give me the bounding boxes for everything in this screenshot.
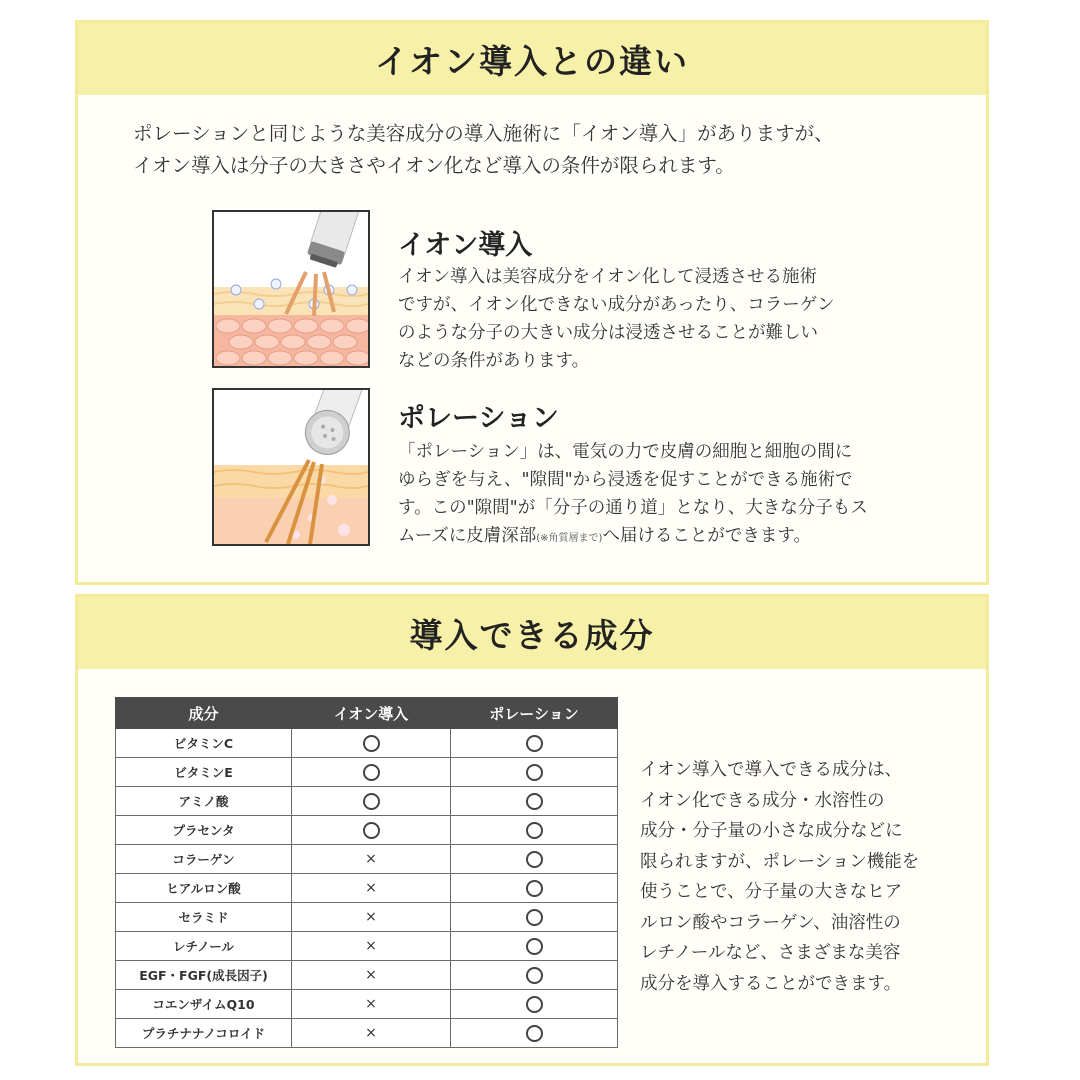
intro-line: ポレーションと同じような美容成分の導入施術に「イオン導入」がありますが、 — [133, 122, 834, 145]
ingredient-name: レチノール — [116, 932, 292, 961]
circle-mark-icon — [526, 996, 543, 1013]
ingredient-name: プラセンタ — [116, 816, 292, 845]
header-ion: イオン導入 — [292, 698, 451, 729]
text-line: イオン導入で導入できる成分は、 — [640, 760, 902, 780]
poration-device-illustration — [212, 388, 370, 546]
circle-mark-icon — [526, 822, 543, 839]
circle-mark-icon — [526, 793, 543, 810]
circle-mark-icon — [526, 938, 543, 955]
ingredient-comparison-table — [115, 697, 618, 1048]
ingredient-name: ビタミンC — [116, 729, 292, 758]
cross-mark-icon: × — [365, 851, 377, 867]
desc-text: ムーズに皮膚深部 — [398, 526, 537, 546]
text-line: 限られますが、ポレーション機能を — [640, 851, 920, 872]
ion-support-cell — [292, 1019, 451, 1048]
ingredient-name: ヒアルロン酸 — [116, 874, 292, 903]
ion-support-cell — [292, 990, 451, 1019]
ion-support-cell — [292, 758, 451, 787]
poration-illustration-icon — [214, 390, 368, 544]
table-row — [116, 990, 618, 1019]
ingredient-name: コエンザイムQ10 — [116, 990, 292, 1019]
ingredient-name: アミノ酸 — [116, 787, 292, 816]
table-row — [116, 932, 618, 961]
poration-support-cell — [451, 932, 618, 961]
poration-support-cell — [451, 990, 618, 1019]
circle-mark-icon — [526, 967, 543, 984]
desc-line: のような分子の大きい成分は浸透させることが難しい — [398, 323, 818, 343]
ion-device-illustration — [212, 210, 370, 368]
table-row — [116, 874, 618, 903]
poration-support-cell — [451, 903, 618, 932]
poration-support-cell — [451, 729, 618, 758]
table-row — [116, 845, 618, 874]
circle-mark-icon — [363, 822, 380, 839]
desc-text: へ届けることができます。 — [602, 526, 812, 546]
circle-mark-icon — [526, 880, 543, 897]
desc-line: イオン導入は美容成分をイオン化して浸透させる施術 — [398, 267, 817, 287]
table-row — [116, 816, 618, 845]
poration-support-cell — [451, 961, 618, 990]
ion-support-cell — [292, 816, 451, 845]
text-line: レチノールなど、さまざまな美容 — [640, 943, 901, 963]
poration-support-cell — [451, 787, 618, 816]
desc-line: す。この"隙間"が「分子の通り道」となり、大きな分子もス — [398, 498, 868, 518]
cross-mark-icon: × — [365, 938, 377, 954]
circle-mark-icon — [363, 793, 380, 810]
table-row — [116, 729, 618, 758]
poration-title: ポレーション — [398, 403, 559, 434]
section-title: 導入できる成分 — [78, 597, 986, 669]
ion-support-cell — [292, 874, 451, 903]
ion-support-cell — [292, 903, 451, 932]
ion-title: イオン導入 — [398, 230, 533, 261]
table-row — [116, 961, 618, 990]
text-line: ルロン酸やコラーゲン、油溶性の — [640, 912, 901, 933]
poration-support-cell — [451, 874, 618, 903]
circle-mark-icon — [526, 764, 543, 781]
cross-mark-icon: × — [365, 880, 377, 896]
text-line: イオン化できる成分・水溶性の — [640, 790, 885, 811]
footnote: (※角質層まで) — [536, 533, 603, 544]
table-row — [116, 903, 618, 932]
desc-line: ゆらぎを与え、"隙間"から浸透を促すことができる施術で — [398, 470, 853, 490]
circle-mark-icon — [526, 851, 543, 868]
circle-mark-icon — [526, 909, 543, 926]
section-ingredients — [75, 594, 989, 1066]
table-row — [116, 787, 618, 816]
ingredient-name: プラチナナノコロイド — [116, 1019, 292, 1048]
ion-description — [398, 263, 958, 375]
poration-support-cell — [451, 816, 618, 845]
circle-mark-icon — [526, 735, 543, 752]
circle-mark-icon — [526, 1025, 543, 1042]
poration-support-cell — [451, 1019, 618, 1048]
ion-support-cell — [292, 932, 451, 961]
table-header-row — [116, 698, 618, 729]
circle-mark-icon — [363, 735, 380, 752]
ingredient-name: EGF・FGF(成長因子) — [116, 961, 292, 990]
section-title: イオン導入との違い — [78, 23, 986, 95]
table-row — [116, 758, 618, 787]
desc-line: ですが、イオン化できない成分があったり、コラーゲン — [398, 295, 835, 315]
cross-mark-icon: × — [365, 996, 377, 1012]
desc-line: 「ポレーション」は、電気の力で皮膚の細胞と細胞の間に — [398, 442, 853, 462]
cross-mark-icon: × — [365, 909, 377, 925]
intro-text — [133, 118, 963, 182]
desc-line — [398, 522, 958, 553]
header-ingredient: 成分 — [116, 698, 292, 729]
text-line: 成分・分子量の小さな成分などに — [640, 821, 903, 841]
poration-support-cell — [451, 758, 618, 787]
poration-support-cell — [451, 845, 618, 874]
ingredient-name: ビタミンE — [116, 758, 292, 787]
ion-support-cell — [292, 787, 451, 816]
ion-support-cell — [292, 961, 451, 990]
circle-mark-icon — [363, 764, 380, 781]
ion-illustration-icon — [214, 212, 368, 366]
text-line: 成分を導入することができます。 — [640, 973, 902, 994]
ingredient-explanation — [640, 755, 960, 999]
ingredient-name: セラミド — [116, 903, 292, 932]
ingredient-name: コラーゲン — [116, 845, 292, 874]
desc-line: などの条件があります。 — [398, 351, 590, 371]
poration-description — [398, 438, 958, 553]
header-poration: ポレーション — [451, 698, 618, 729]
intro-line: イオン導入は分子の大きさやイオン化など導入の条件が限られます。 — [133, 154, 735, 177]
cross-mark-icon: × — [365, 967, 377, 983]
cross-mark-icon: × — [365, 1025, 377, 1041]
text-line: 使うことで、分子量の大きなヒア — [640, 882, 903, 902]
section-ion-comparison — [75, 20, 989, 585]
table-row — [116, 1019, 618, 1048]
ion-support-cell — [292, 729, 451, 758]
ion-support-cell — [292, 845, 451, 874]
